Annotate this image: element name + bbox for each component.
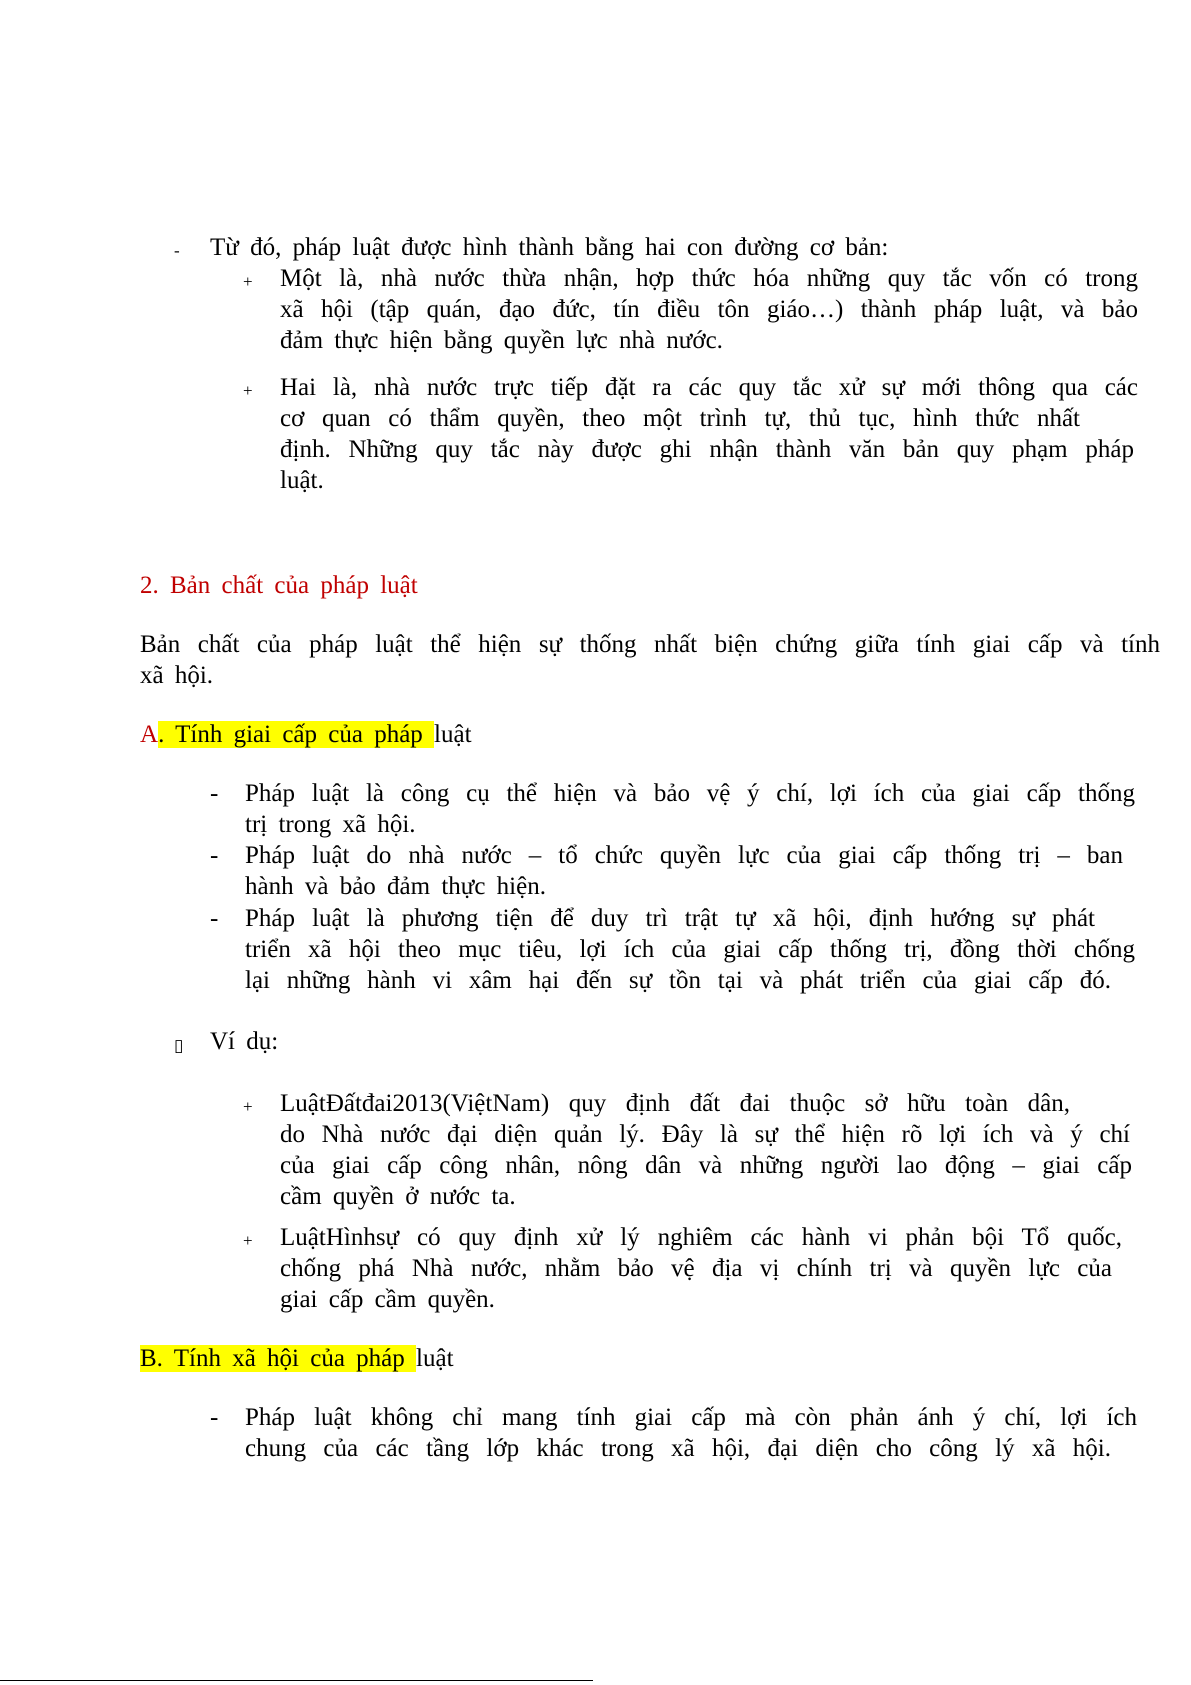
plus-marker: + xyxy=(243,272,253,291)
item2-line: Hai là, nhà nước trực tiếp đặt ra các quy tắc xử sự mới thông qua các xyxy=(280,374,1138,401)
example1-line: do Nhà nước đại diện quản lý. Đây là sự thể hiện rõ lợi ích và ý chí xyxy=(280,1121,1130,1148)
dash-marker: - xyxy=(174,241,180,260)
item1-line: xã hội (tập quán, đạo đức, tín điều tôn giáo…) thành pháp luật, và bảo xyxy=(280,296,1138,323)
dash-marker: - xyxy=(210,842,219,869)
example1-line: của giai cấp công nhân, nông dân và những người lao động – giai cấp xyxy=(280,1152,1132,1179)
subheading-b-highlight: B. Tính xã hội của pháp xyxy=(140,1345,417,1372)
dash-marker: - xyxy=(210,905,219,932)
b-bullet1-line: Pháp luật không chỉ mang tính giai cấp mà còn phản ánh ý chí, lợi ích xyxy=(245,1404,1137,1431)
plus-marker: + xyxy=(243,381,253,400)
b-bullet1-line: chung của các tầng lớp khác trong xã hội, đại diện cho công lý xã hội. xyxy=(245,1435,1111,1462)
footer-divider xyxy=(0,1680,593,1681)
a-bullet2-line: hành và bảo đảm thực hiện. xyxy=(245,873,546,900)
item2-line: định. Những quy tắc này được ghi nhận thành văn bản quy phạm pháp xyxy=(280,436,1134,463)
a-bullet3-line: lại những hành vi xâm hại đến sự tồn tại và phát triển của giai cấp đó. xyxy=(245,967,1111,994)
subheading-a-letter: A xyxy=(140,721,159,748)
subheading-a-highlight: . Tính giai cấp của pháp xyxy=(158,721,435,748)
a-bullet2-line: Pháp luật do nhà nước – tổ chức quyền lực của giai cấp thống trị – ban xyxy=(245,842,1123,869)
example2-line: giai cấp cầm quyền. xyxy=(280,1286,495,1313)
subheading-b-tail: luật xyxy=(416,1345,454,1372)
example1-line: LuậtĐấtđai2013(ViệtNam) quy định đất đai thuộc sở hữu toàn dân, xyxy=(280,1090,1070,1117)
a-bullet1-line: trị trong xã hội. xyxy=(245,811,416,838)
a-bullet3-line: triển xã hội theo mục tiêu, lợi ích của giai cấp thống trị, đồng thời chống xyxy=(245,936,1135,963)
subheading-a xyxy=(140,719,472,750)
example2-line: LuậtHìnhsự có quy định xử lý nghiêm các hành vi phản bội Tổ quốc, xyxy=(280,1224,1122,1251)
dash-marker: - xyxy=(210,780,219,807)
example-label: Ví dụ: xyxy=(210,1028,279,1055)
example1-line: cầm quyền ở nước ta. xyxy=(280,1183,516,1210)
a-bullet1-line: Pháp luật là công cụ thể hiện và bảo vệ ý chí, lợi ích của giai cấp thống xyxy=(245,780,1135,807)
intro-paragraph: Từ đó, pháp luật được hình thành bằng hai con đường cơ bản: xyxy=(210,234,889,261)
a-bullet3-line: Pháp luật là phương tiện để duy trì trật tự xã hội, định hướng sự phát xyxy=(245,905,1095,932)
plus-marker: + xyxy=(243,1097,253,1116)
subheading-a-tail: luật xyxy=(434,721,472,748)
section-heading: 2. Bản chất của pháp luật xyxy=(140,572,418,599)
subheading-b xyxy=(140,1343,454,1374)
item2-line: luật. xyxy=(280,467,324,494)
item1-line: đảm thực hiện bằng quyền lực nhà nước. xyxy=(280,327,723,354)
plus-marker: + xyxy=(243,1231,253,1250)
item2-line: cơ quan có thẩm quyền, theo một trình tự, thủ tục, hình thức nhất xyxy=(280,405,1080,432)
example2-line: chống phá Nhà nước, nhằm bảo vệ địa vị chính trị và quyền lực của xyxy=(280,1255,1112,1282)
box-marker-icon: ▯ xyxy=(174,1036,184,1055)
dash-marker: - xyxy=(210,1404,219,1431)
section-intro-line: xã hội. xyxy=(140,662,214,689)
item1-line: Một là, nhà nước thừa nhận, hợp thức hóa những quy tắc vốn có trong xyxy=(280,265,1138,292)
section-intro-line: Bản chất của pháp luật thể hiện sự thống nhất biện chứng giữa tính giai cấp và tính xyxy=(140,631,1160,658)
